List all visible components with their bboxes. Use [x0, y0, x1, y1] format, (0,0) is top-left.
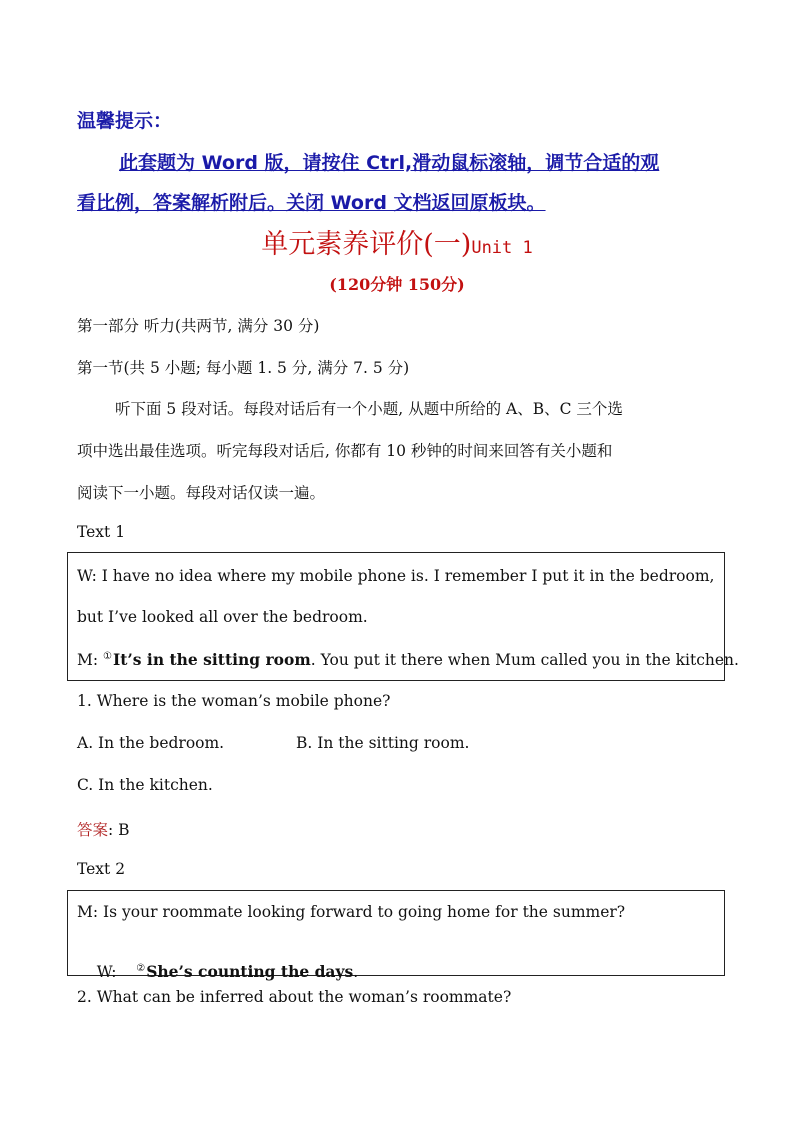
title-unit: Unit 1	[471, 238, 533, 258]
text2-w-keyphrase: She’s counting the days	[146, 962, 354, 981]
text2-w-rest: .	[353, 963, 359, 981]
section-part: 第一部分 听力(共两节, 满分 30 分)	[77, 317, 320, 335]
text1-m-speaker: M:	[77, 651, 104, 669]
title-main: 单元素养评价(一)	[261, 229, 472, 260]
text1-w-line-1: W: I have no idea where my mobile phone is. I remember I put it in the bedroom,	[77, 567, 715, 585]
answer-value: : B	[108, 821, 130, 839]
q1-option-c: C. In the kitchen.	[77, 776, 213, 794]
text2-label: Text 2	[77, 860, 126, 878]
circled-number-2: ②	[136, 963, 146, 974]
text1-label: Text 1	[77, 523, 126, 541]
instruction-line-3: 阅读下一小题。每段对话仅读一遍。	[77, 484, 326, 502]
q1-answer	[77, 818, 130, 840]
circled-number-1: ①	[103, 651, 112, 662]
text1-m-keyphrase: It’s in the sitting room	[113, 650, 311, 669]
tip-line-2: 看比例，答案解析附后。关闭 Word 文档返回原板块。	[77, 192, 546, 214]
instruction-line-2: 项中选出最佳选项。听完每段对话后, 你都有 10 秒钟的时间来回答有关小题和	[77, 442, 613, 460]
text1-w-line-2: but I’ve looked all over the bedroom.	[77, 608, 368, 626]
text1-transcript-box	[67, 552, 739, 681]
tip-line-1: 此套题为 Word 版，请按住 Ctrl,滑动鼠标滚轴，调节合适的观	[119, 152, 660, 174]
tip-title: 温馨提示：	[77, 110, 173, 132]
question-2: 2. What can be inferred about the woman’s roommate?	[77, 988, 512, 1006]
text2-m-line: M: Is your roommate looking forward to going home for the summer?	[77, 903, 626, 921]
q1-option-b: B. In the sitting room.	[296, 734, 470, 752]
text2-w-speaker: W:	[96, 963, 137, 981]
page-subtitle: (120分钟 150分)	[329, 275, 465, 294]
question-1: 1. Where is the woman’s mobile phone?	[77, 692, 391, 710]
text1-m-line	[77, 650, 739, 669]
q1-option-a: A. In the bedroom.	[77, 734, 225, 752]
instruction-line-1: 听下面 5 段对话。每段对话后有一个小题, 从题中所给的 A、B、C 三个选	[115, 400, 623, 418]
text1-m-rest: . You put it there when Mum called you in the kitchen.	[310, 651, 739, 669]
section-sub: 第一节(共 5 小题; 每小题 1. 5 分, 满分 7. 5 分)	[77, 359, 410, 377]
page-title	[0, 222, 794, 261]
answer-label: 答案	[77, 821, 109, 839]
text2-transcript-box	[67, 890, 725, 981]
